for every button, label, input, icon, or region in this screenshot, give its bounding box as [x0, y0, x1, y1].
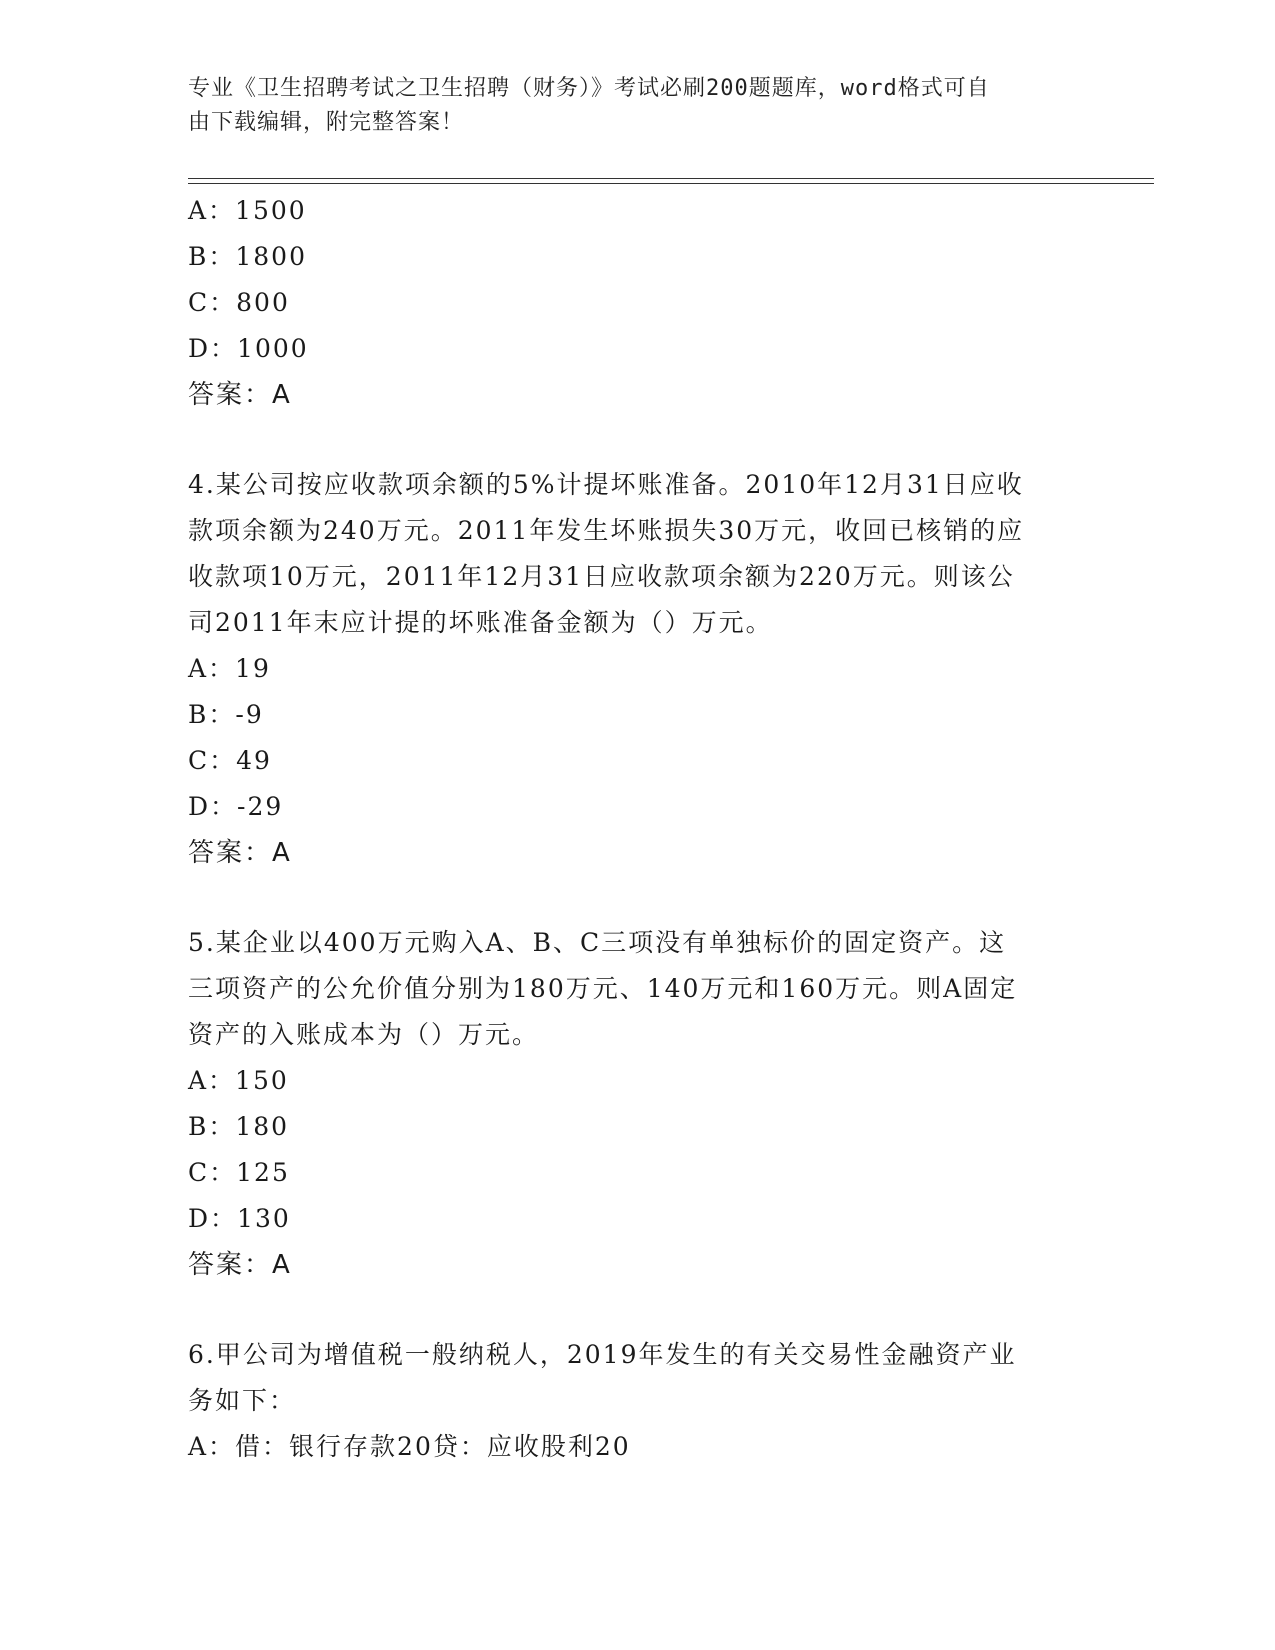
- question-3: [188, 188, 1088, 418]
- option-d: D：1000: [188, 334, 309, 363]
- option-a: A：1500: [188, 196, 307, 225]
- question-stem-line: 款项余额为240万元。2011年发生坏账损失30万元，收回已核销的应: [188, 516, 1025, 545]
- question-4: [188, 462, 1088, 876]
- option-c: C：49: [188, 746, 272, 775]
- header-line-2: 由下载编辑，附完整答案！: [188, 110, 465, 135]
- option-a: A：19: [188, 654, 271, 683]
- question-stem-line: 收款项10万元，2011年12月31日应收款项余额为220万元。则该公: [188, 562, 1015, 591]
- question-stem-line: 务如下：: [188, 1386, 297, 1415]
- option-c: C：800: [188, 288, 290, 317]
- header-divider-bottom: [188, 183, 1154, 184]
- header-line-1: 专业《卫生招聘考试之卫生招聘（财务）》考试必刷200题题库，word格式可自: [188, 76, 990, 101]
- option-d: D：-29: [188, 792, 284, 821]
- question-stem-line: 资产的入账成本为（）万元。: [188, 1020, 540, 1049]
- question-stem-line: 司2011年末应计提的坏账准备金额为（）万元。: [188, 608, 773, 637]
- question-6: [188, 1332, 1088, 1470]
- option-d: D：130: [188, 1204, 291, 1233]
- header-divider-top: [188, 178, 1154, 179]
- answer: 答案：A: [188, 380, 292, 410]
- question-list: [188, 188, 1088, 1470]
- question-stem-line: 三项资产的公允价值分别为180万元、140万元和160万元。则A固定: [188, 974, 1018, 1003]
- option-b: B：1800: [188, 242, 307, 271]
- document-header: [188, 72, 1068, 140]
- option-b: B：-9: [188, 700, 264, 729]
- option-a: A：借：银行存款20贷：应收股利20: [188, 1432, 631, 1461]
- answer: 答案：A: [188, 838, 292, 868]
- question-stem-line: 5.某企业以400万元购入A、B、C三项没有单独标价的固定资产。这: [188, 928, 1007, 957]
- option-a: A：150: [188, 1066, 289, 1095]
- option-b: B：180: [188, 1112, 290, 1141]
- question-5: [188, 920, 1088, 1288]
- answer: 答案：A: [188, 1250, 292, 1280]
- question-stem-line: 4.某公司按应收款项余额的5%计提坏账准备。2010年12月31日应收: [188, 470, 1024, 499]
- question-stem-line: 6.甲公司为增值税一般纳税人，2019年发生的有关交易性金融资产业: [188, 1340, 1017, 1369]
- option-c: C：125: [188, 1158, 290, 1187]
